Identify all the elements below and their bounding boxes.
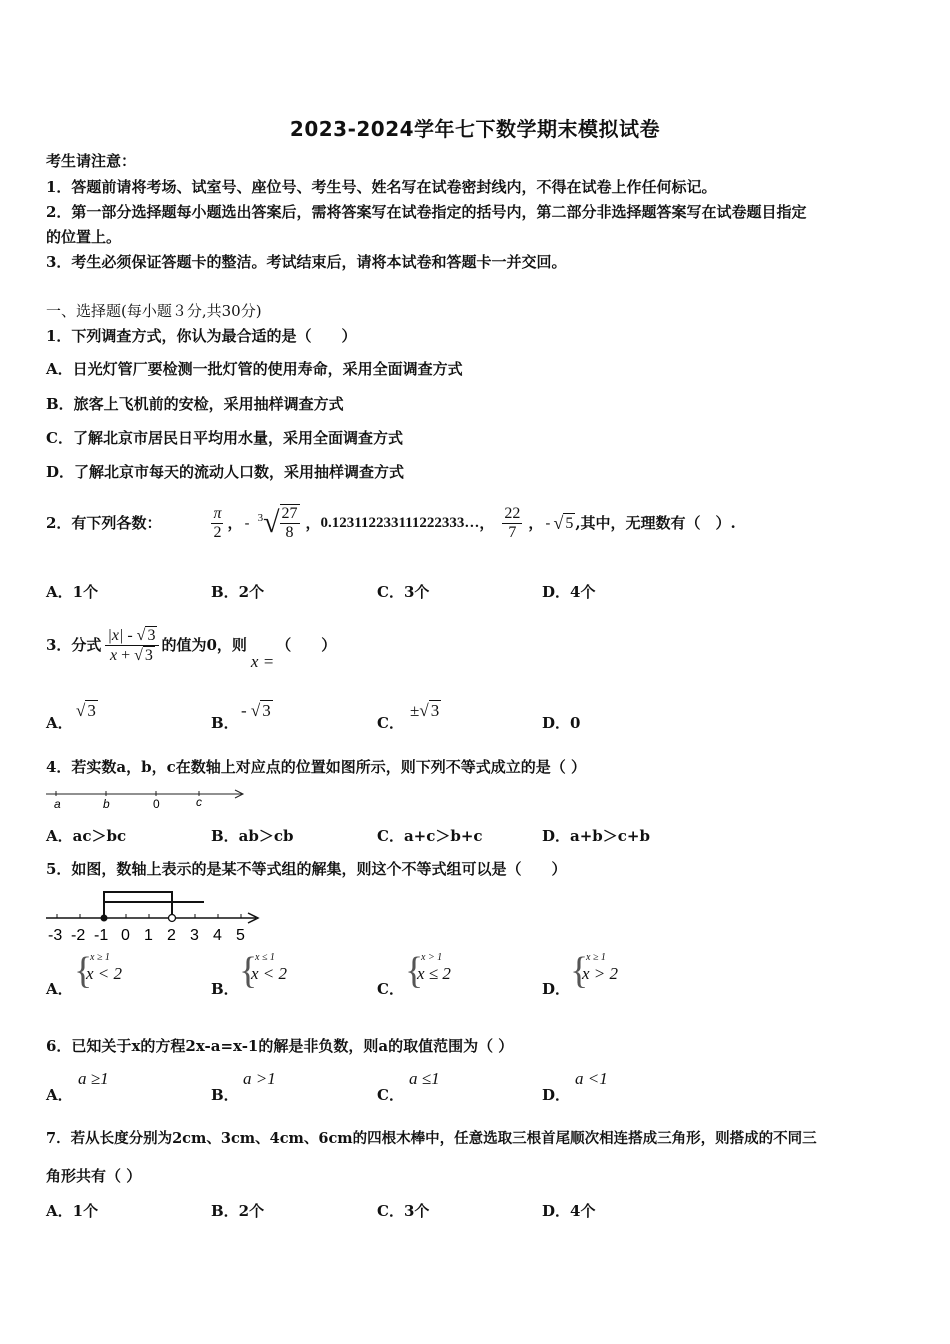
q5-option-d-system xyxy=(570,948,640,998)
q3-a-radical-sign: √ xyxy=(76,701,86,720)
q2-radical-sign: √ xyxy=(263,506,280,539)
q4-option-c: C．a+c＞b+c xyxy=(377,827,483,845)
q2-pi: π xyxy=(213,504,222,522)
q2-comma-1: ， xyxy=(227,514,243,532)
q1-option-d: D．了解北京市每天的流动人口数，采用抽样调查方式 xyxy=(46,463,405,481)
q5-tick-label: 3 xyxy=(190,927,199,944)
q5-tick-label: -1 xyxy=(94,927,109,944)
q3-paren: （ ） xyxy=(276,636,337,654)
q4-label-a: a xyxy=(54,797,61,811)
q4-label-c: c xyxy=(196,795,202,809)
q2-root-index: 3 xyxy=(257,512,264,524)
q5-option-c-label: C． xyxy=(377,980,404,998)
q2-frac-pi-over-2 xyxy=(211,505,223,542)
q5-option-a-system xyxy=(74,948,144,998)
q2-comma-2: ， xyxy=(305,514,321,532)
q2-frac-22-7 xyxy=(502,505,522,542)
notice-item-1: 1．答题前请将考场、试室号、座位号、考生号、姓名写在试卷密封线内，不得在试卷上作任何标记。 xyxy=(46,178,717,196)
q3-abs-x: |x| xyxy=(107,626,124,644)
q5-c-brace: { xyxy=(405,950,424,992)
q7-option-c: C．3个 xyxy=(377,1202,430,1220)
q5-stem: 5．如图，数轴上表示的是某不等式组的解集，则这个不等式组可以是（ ） xyxy=(46,860,567,878)
q5-a-top: x ≥ 1 xyxy=(90,952,110,963)
q3-den-x: x xyxy=(109,646,118,664)
q1-option-b: B．旅客上飞机前的安检，采用抽样调查方式 xyxy=(46,395,344,413)
q3-c-radical-sign: √ xyxy=(419,701,429,720)
q3-option-a-math xyxy=(76,700,98,721)
q3-c-radicand: 3 xyxy=(430,701,440,720)
q5-option-d-label: D． xyxy=(542,980,571,998)
q2-option-a: A．1个 xyxy=(46,583,99,601)
q5-d-bottom: x > 2 xyxy=(582,964,619,983)
q5-c-top: x > 1 xyxy=(421,952,443,963)
q5-tick-label: 1 xyxy=(144,927,153,944)
q2-22: 22 xyxy=(504,504,521,522)
q2-minus: - xyxy=(244,514,250,532)
q2-option-d: D．4个 xyxy=(542,583,596,601)
q3-stem xyxy=(46,614,336,676)
q3-num-minus: - xyxy=(127,626,133,644)
q3-option-b-label: B． xyxy=(211,714,239,732)
q1-option-c: C．了解北京市居民日平均用水量，采用全面调查方式 xyxy=(46,429,403,447)
notice-item-3: 3．考生必须保证答题卡的整洁。考试结束后，请将本试卷和答题卡一并交回。 xyxy=(46,253,567,271)
q7-option-a: A．1个 xyxy=(46,1202,99,1220)
q5-tick-label: -3 xyxy=(48,927,63,944)
q3-b-radical-sign: √ xyxy=(250,701,261,720)
q6-stem: 6．已知关于x的方程2x-a=x-1的解是非负数，则a的取值范围为（ ） xyxy=(46,1037,514,1055)
q5-a-brace: { xyxy=(74,950,93,992)
q3-c-plusminus: ± xyxy=(410,701,420,720)
q5-tick-label: 4 xyxy=(213,927,222,944)
q4-option-a: A．ac＞bc xyxy=(46,827,127,845)
q4-label-b: b xyxy=(103,797,110,811)
q3-b-radicand: 3 xyxy=(262,701,271,720)
q2-27: 27 xyxy=(281,505,298,522)
q3-b-minus: - xyxy=(241,701,247,720)
q3-x-equals: x = xyxy=(250,652,275,671)
q4-option-b: B．ab＞cb xyxy=(211,827,294,845)
q6-option-b-label: B． xyxy=(211,1086,239,1104)
q2-option-b: B．2个 xyxy=(211,583,265,601)
section-heading: 一、选择题(每小题３分,共30分) xyxy=(46,302,262,320)
q4-stem: 4．若实数a，b，c在数轴上对应点的位置如图所示，则下列不等式成立的是（ ） xyxy=(46,758,587,776)
q3-a-radicand: 3 xyxy=(87,701,96,720)
q7-option-d: D．4个 xyxy=(542,1202,596,1220)
q5-d-brace: { xyxy=(570,950,589,992)
q3-den-radicand: 3 xyxy=(144,646,153,664)
q5-b-bottom: x < 2 xyxy=(251,964,288,983)
q3-numerator xyxy=(105,626,159,646)
q5-tick-label: -2 xyxy=(71,927,86,944)
q6-option-b-math: a >1 xyxy=(243,1069,276,1088)
q2-comma-4: ， xyxy=(528,514,544,532)
q2-prefix: 2．有下列各数： xyxy=(46,514,162,532)
q6-option-d-label: D． xyxy=(542,1086,571,1104)
q3-num-radicand: 3 xyxy=(147,626,156,644)
q5-d-top: x ≥ 1 xyxy=(586,952,606,963)
q5-bracket-x-lt-2 xyxy=(104,892,172,918)
q4-number-line xyxy=(44,784,249,812)
q5-closed-point xyxy=(101,915,108,922)
q7-stem-line2: 角形共有（ ） xyxy=(46,1167,142,1185)
q2-option-c: C．3个 xyxy=(377,583,430,601)
q6-option-a-math: a ≥1 xyxy=(78,1069,109,1088)
q1-option-a: A．日光灯管厂要检测一批灯管的使用寿命，采用全面调查方式 xyxy=(46,360,463,378)
q3-den-radical-sign: √ xyxy=(134,646,143,664)
q5-b-top: x ≤ 1 xyxy=(255,952,275,963)
q7-option-b: B．2个 xyxy=(211,1202,265,1220)
q2-8: 8 xyxy=(285,524,294,541)
q6-option-c-label: C． xyxy=(377,1086,404,1104)
q3-fraction xyxy=(105,626,159,665)
notice-item-2-cont: 的位置上。 xyxy=(46,228,122,246)
q7-stem-line1: 7．若从长度分别为2cm、3cm、4cm、6cm的四根木棒中，任意选取三根首尾顺次相连搭成三角形，则搭成的不同三 xyxy=(46,1130,817,1147)
q4-label-0: 0 xyxy=(153,797,160,811)
q3-prefix: 3．分式 xyxy=(46,636,102,654)
q5-b-brace: { xyxy=(239,950,258,992)
q3-option-b-math xyxy=(241,700,273,721)
q5-option-b-label: B． xyxy=(211,980,239,998)
q2-radical-sign-2: √ xyxy=(553,513,564,533)
q2-two: 2 xyxy=(213,523,222,541)
q2-comma-3: ， xyxy=(479,514,495,532)
q3-option-c-math xyxy=(410,700,441,721)
q3-den-plus: + xyxy=(121,646,131,664)
q2-7: 7 xyxy=(508,523,517,541)
q5-tick-label: 0 xyxy=(121,927,130,944)
q2-radicand-5: 5 xyxy=(565,514,574,532)
q6-option-d-math: a <1 xyxy=(575,1069,608,1088)
q2-frac-27-8 xyxy=(280,504,300,542)
q4-option-d: D．a+b＞c+b xyxy=(542,827,650,845)
q5-c-bottom: x ≤ 2 xyxy=(417,964,451,983)
q5-option-b-system xyxy=(239,948,309,998)
q1-stem: 1．下列调查方式，你认为最合适的是（ ） xyxy=(46,327,357,345)
q5-open-point xyxy=(169,915,176,922)
notice-heading: 考生请注意： xyxy=(46,152,137,170)
q3-num-radical-sign: √ xyxy=(136,626,146,644)
q5-option-a-label: A． xyxy=(46,980,73,998)
q2-suffix: ,其中，无理数有（ ）. xyxy=(575,514,736,532)
q5-a-bottom: x < 2 xyxy=(86,964,123,983)
q3-option-c-label: C． xyxy=(377,714,404,732)
q5-tick-label: 2 xyxy=(167,927,176,944)
q3-denominator xyxy=(108,646,157,665)
q3-option-a-label: A． xyxy=(46,714,73,732)
q3-option-d: D．0 xyxy=(542,714,581,732)
q3-mid: 的值为0，则 xyxy=(161,636,247,654)
q5-option-c-system xyxy=(405,948,475,998)
q2-stem xyxy=(46,498,736,548)
q2-decimal: 0.123112233111222333… xyxy=(320,515,480,531)
q6-option-a-label: A． xyxy=(46,1086,73,1104)
q2-minus-2: - xyxy=(545,514,551,532)
q6-option-c-math: a ≤1 xyxy=(409,1069,440,1088)
q5-tick-label: 5 xyxy=(236,927,245,944)
q5-number-line xyxy=(44,884,266,946)
notice-item-2: 2．第一部分选择题每小题选出答案后，需将答案写在试卷指定的括号内，第二部分非选择题答案写在试卷题目指定 xyxy=(46,203,807,221)
page-title: 2023-2024学年七下数学期末模拟试卷 xyxy=(289,117,661,141)
